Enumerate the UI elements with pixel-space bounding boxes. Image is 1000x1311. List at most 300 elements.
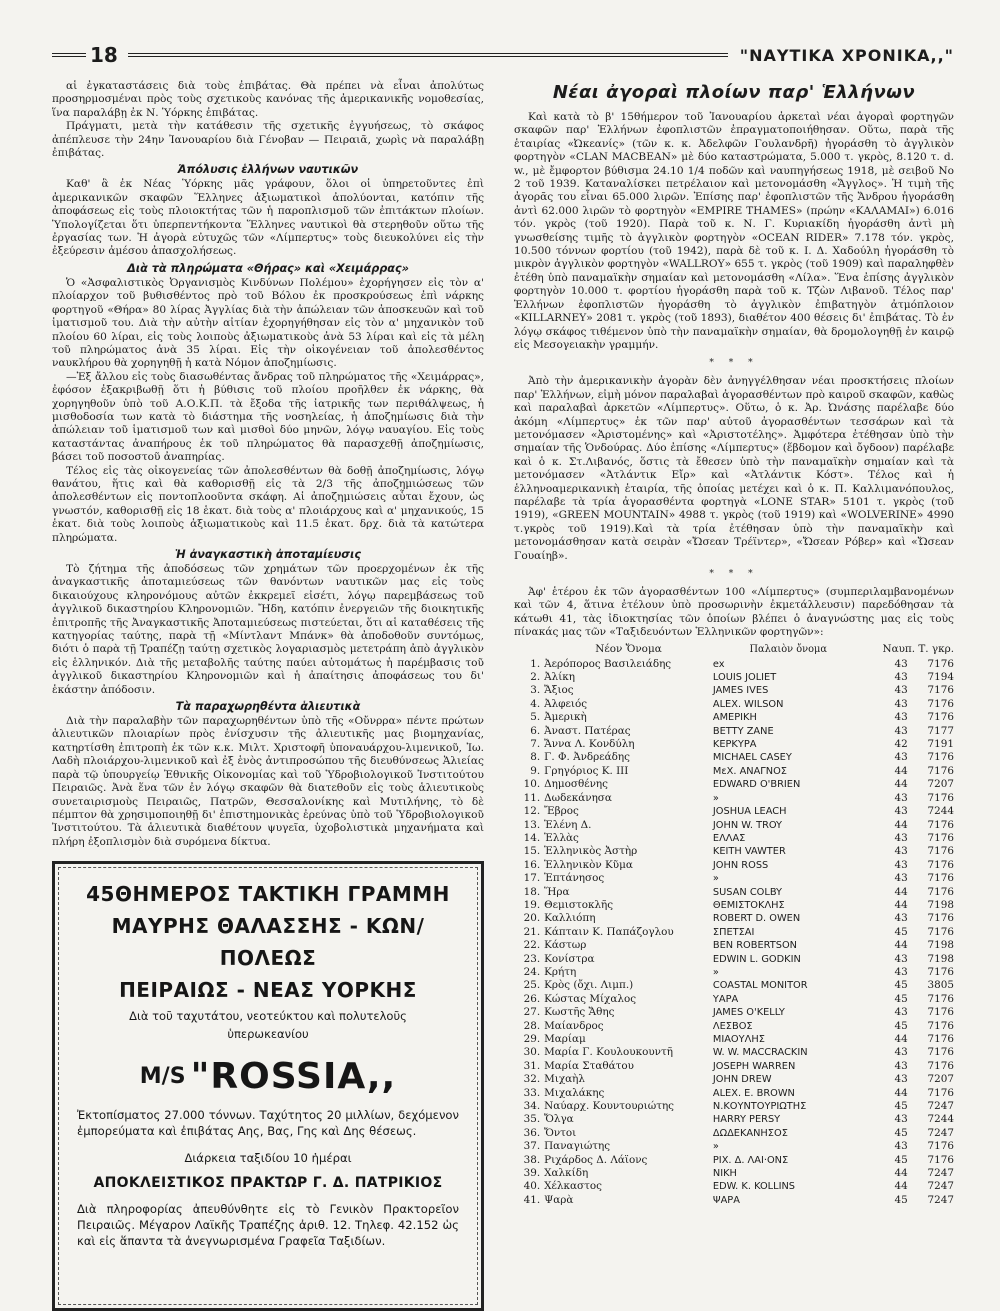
row-number-text: 41. — [523, 1193, 541, 1206]
new-name-text: Μαρία Σταθάτου — [544, 1059, 634, 1072]
gross-tons-text: 7176 — [927, 965, 954, 978]
old-name — [713, 1194, 864, 1207]
row-number — [514, 979, 544, 992]
new-name-text: Ἄννα Λ. Κονδύλη — [544, 738, 635, 751]
gross-tons-text: 7176 — [927, 1059, 954, 1072]
row-number-text: 32. — [523, 1073, 541, 1086]
old-name — [713, 845, 864, 858]
new-name-text: Ἑλένη Δ. — [544, 818, 592, 831]
gross-tons — [908, 1167, 954, 1180]
new-name-text: Κάπταιν Κ. Παπάζογλου — [544, 925, 674, 938]
row-number-text: 3. — [530, 684, 541, 697]
build-year — [864, 872, 908, 885]
build-year-text: 42 — [894, 738, 908, 751]
row-number — [514, 899, 544, 912]
build-year — [864, 1033, 908, 1046]
gross-tons-text: 7247 — [927, 1100, 954, 1113]
table-row — [514, 1100, 954, 1113]
new-name-text: Μιχαὴλ — [544, 1073, 585, 1086]
right-column — [514, 80, 954, 1311]
new-name-text: Γ. Φ. Ἀνδρεάδης — [544, 751, 630, 764]
row-number — [514, 1060, 544, 1073]
section-title-crews: Διὰ τὰ πληρώματα «Θήρας» καὶ «Χειμάρρας» — [127, 261, 409, 275]
gross-tons-text: 7176 — [927, 872, 954, 885]
row-number — [514, 711, 544, 724]
row-number-text: 31. — [523, 1059, 541, 1072]
table-row — [514, 832, 954, 845]
new-name — [544, 993, 713, 1006]
row-number-text: 15. — [523, 845, 541, 858]
gross-tons — [908, 658, 954, 671]
new-name — [544, 1167, 713, 1180]
row-number-text: 21. — [523, 925, 541, 938]
section-separator: * * * — [709, 358, 759, 369]
ad-line-ocean-liner: ὑπερωκεανίου — [227, 1027, 309, 1042]
row-number — [514, 1127, 544, 1140]
old-name — [713, 738, 864, 751]
old-name-text: JOSEPH WARREN — [712, 1060, 796, 1072]
row-number — [514, 993, 544, 1006]
build-year-text: 43 — [894, 657, 908, 670]
old-name-text: JAMES O'KELLY — [712, 1007, 785, 1019]
new-name — [544, 872, 713, 885]
old-name — [713, 751, 864, 764]
row-number-text: 18. — [523, 885, 541, 898]
old-name-text: ΕΛΛΑΣ — [712, 832, 746, 844]
row-number-text: 4. — [530, 697, 541, 710]
section-title-fishing: Τὰ παραχωρηθέντα ἁλιευτικὰ — [175, 700, 361, 714]
build-year — [864, 1167, 908, 1180]
new-name-text: Χέλκαστος — [544, 1180, 602, 1193]
build-year-text: 43 — [894, 952, 908, 965]
new-name — [544, 1073, 713, 1086]
old-name-text: ΜΙΑΟΥΛΗΣ — [712, 1034, 765, 1045]
build-year — [864, 778, 908, 791]
new-name — [544, 1006, 713, 1019]
row-number — [514, 1020, 544, 1033]
old-name-text: ΑΜΕΡΙΚΗ — [712, 712, 757, 724]
paragraph: Ὁ «Ἀσφαλιστικὸς Ὀργανισμὸς Κινδύνων Πολέμου» ἐχορήγησεν εἰς τὸν α' πλοίαρχον τοῦ βυθισθέντος πρὸ τοῦ Βόλου ἐκ προσκρούσεως ἐπὶ νάρκης φορτηγοῦ «Θήρα» 80 λίρας Ἀγγλίας διὰ τὴν ἀπώλειαν τῶν ἀποσκευῶν καὶ τοῦ ἱματισμοῦ του. Διὰ τὴν αὐτὴν αἰτίαν ἐχορηγήθησαν εἰς τὸν α' μηχανικὸν τοῦ πλοίου 60 λίραι, εἰς τοὺς λοιποὺς ἀξιωματικοὺς ἀνὰ 53 λίραι καὶ εἰς τὰ μέλη τοῦ πληρώματος ἀνὰ 35 λίραι. Εἰς τὴν οἰκογένειαν τοῦ ἀπολεσθέντος ναυκλήρου θὰ χορηγηθῇ ἡ κατὰ Νόμον ἀποζημίωσις. — [52, 276, 484, 370]
row-number-text: 37. — [523, 1140, 541, 1153]
ships-table — [514, 643, 954, 1208]
new-name — [544, 1020, 713, 1033]
build-year — [864, 819, 908, 832]
gross-tons-text: 7176 — [927, 1086, 954, 1099]
row-number-text: 1. — [530, 657, 541, 670]
gross-tons-text: 7176 — [927, 764, 954, 777]
gross-tons — [908, 926, 954, 939]
gross-tons — [908, 1154, 954, 1167]
row-number-text: 6. — [530, 724, 541, 737]
build-year — [864, 1073, 908, 1086]
row-number-text: 9. — [530, 764, 541, 777]
build-year — [864, 939, 908, 952]
new-name — [544, 684, 713, 697]
section-savings-text — [52, 563, 484, 697]
table-header-row — [514, 643, 954, 658]
gross-tons — [908, 1113, 954, 1126]
section-sailors-text — [52, 178, 484, 258]
build-year — [864, 1020, 908, 1033]
build-year — [864, 1100, 908, 1113]
build-year — [864, 899, 908, 912]
old-name — [713, 698, 864, 711]
old-name — [713, 966, 864, 979]
table-row — [514, 1060, 954, 1073]
new-name — [544, 1100, 713, 1113]
table-row — [514, 1087, 954, 1100]
build-year — [864, 671, 908, 684]
new-name-text: Ναύαρχ. Κουντουριώτης — [544, 1100, 674, 1113]
build-year — [864, 912, 908, 925]
gross-tons — [908, 671, 954, 684]
gross-tons — [908, 1060, 954, 1073]
old-name — [713, 1033, 864, 1046]
build-year-text: 43 — [894, 965, 908, 978]
old-name — [713, 1113, 864, 1126]
old-name-text: BEN ROBERTSON — [712, 940, 798, 952]
table-row — [514, 899, 954, 912]
table-row — [514, 926, 954, 939]
old-name-text: EDW. K. KOLLINS — [712, 1181, 796, 1193]
old-name — [713, 1006, 864, 1019]
build-year-text: 43 — [894, 1113, 908, 1126]
header-old-name: Παλαιὸν ὄνομα — [749, 644, 827, 656]
row-number — [514, 1167, 544, 1180]
build-year — [864, 698, 908, 711]
old-name — [713, 684, 864, 697]
ad-ship-prefix: M/S — [139, 1064, 186, 1090]
row-number-text: 39. — [523, 1167, 541, 1180]
row-number — [514, 1194, 544, 1207]
row-number — [514, 912, 544, 925]
gross-tons — [908, 979, 954, 992]
gross-tons — [908, 778, 954, 791]
row-number — [514, 725, 544, 738]
gross-tons — [908, 953, 954, 966]
gross-tons-text: 7247 — [927, 1167, 954, 1180]
build-year — [864, 751, 908, 764]
article-paragraph-1: Καὶ κατὰ τὸ β' 15θήμερον τοῦ Ἰανουαρίου ἀρκεταὶ νέαι ἀγοραὶ φορτηγῶν σκαφῶν παρ' Ἑλλήνων ἐφοπλιστῶν ἐπραγματοποιήθησαν. Οὕτω, παρὰ τῆς ἑταιρίας «Ὠκεανίς» (τῶν κ. κ. Ἀδελφῶν Γουλανδρῆ) ἠγοράσθη τὸ ἀγγλικὸν φορτηγὸν «CLAN MACBEAN» μὲ δύο καταστρώματα, 5.000 τ. γκρὸς, 8.120 τ. d. w., μὲ ἔμφορτον βύθισμα 24.10 1/4 ποδῶν καὶ ναυπηγήσεως 1918, μὲ σειβοῦ Νο 2 τοῦ 1939. Καταναλίσκει πετρέλαιον καὶ μετονομάσθη «Ἄγγλος». Ἡ τιμὴ τῆς ἀγορᾶς του εἶναι 65.000 λιρῶν. Ἐπίσης παρ' ἐφοπλιστῶν τῆς Ἄνδρου ἠγοράσθη ἀντὶ 62.000 λιρῶν τὸ φορτηγὸν «EMPIRE THAMES» (πρώην «ΚΑΛΑΜΑΙ») 6.016 τόν. γκρὸς (τοῦ 1920). Παρὰ τοῦ κ. Ν. Γ. Κυριακίδη ἠγοράσθη ἀντὶ μὴ γνωσθείσης τιμῆς τὸ ἀγγλικὸν φορτηγὸν «OCEAN RIDER» 7.178 τόν. γκρὸς, 10.500 τόννων φορτίου (τοῦ 1942), παρὰ δὲ τοῦ κ. Ι. Δ. Χαδούλη ἠγοράσθη τὸ μικρὸν ἀγγλικὸν φορτηγὸν «WALLROY» 655 τ. γκρὸς (τοῦ 1909) καὶ παραληφθὲν ἐτέθη ὑπὸ παναμαϊκὴν σημαίαν καὶ μετονομάσθη «Λίλα». Ἕνα ἐπίσης ἀγγλικὸν φορτηγὸν 10.000 τ. φορτίου ἠγοράσθη παρὰ τοῦ κ. Τζὼν Λιβανοῦ. Τέλος παρ' Ἑλλήνων ἐφοπλιστῶν ἠγοράσθη τὸ ἀγγλικὸν ἐπιβατηγὸν ἀτμόπλοιον «KILLARNEY» 2081 τ. γκρὸς (τοῦ 1893), διαθέτον 400 θέσεις δι' ἐπιβάτας. Τὸ ἐν λόγῳ σκάφος τιθέμενον ὑπὸ τὴν παναμαϊκὴν σημαίαν, θὰ δρομολογηθῇ ἐν καιρῷ εἰς Μεσογειακὴν γραμμήν. — [514, 111, 954, 351]
advertisement-box — [52, 861, 484, 1311]
old-name — [713, 819, 864, 832]
build-year-text: 43 — [894, 858, 908, 871]
gross-tons-text: 7176 — [927, 684, 954, 697]
ad-line-route: 45ΘΗΜΕΡΟΣ ΤΑΚΤΙΚΗ ΓΡΑΜΜΗ — [86, 882, 450, 907]
gross-tons-text: 7176 — [927, 711, 954, 724]
new-name — [544, 953, 713, 966]
old-name-text: ΣΠΕΤΣΑΙ — [712, 926, 755, 938]
gross-tons — [908, 751, 954, 764]
new-name-text: Γρηγόριος Κ. ΙΙΙ — [544, 764, 629, 777]
gross-tons-text: 7176 — [927, 1006, 954, 1019]
row-number-text: 2. — [530, 671, 541, 684]
gross-tons-text: 7176 — [927, 858, 954, 871]
table-row — [514, 711, 954, 724]
new-name-text: Κρὸς (ὄχι. Λιμπ.) — [544, 979, 634, 992]
new-name — [544, 1033, 713, 1046]
build-year-text: 43 — [894, 751, 908, 764]
gross-tons — [908, 1194, 954, 1207]
row-number — [514, 886, 544, 899]
table-row — [514, 979, 954, 992]
row-number-text: 13. — [523, 818, 541, 831]
row-number — [514, 1140, 544, 1153]
old-name-text: Ν.ΚΟΥΝΤΟΥΡΙΩΤΗΣ — [712, 1101, 807, 1113]
gross-tons-text: 7176 — [927, 791, 954, 804]
section-separator: * * * — [709, 569, 759, 579]
old-name — [713, 1180, 864, 1193]
old-name-text: ΘΕΜΙΣΤΟΚΛΗΣ — [712, 899, 785, 911]
build-year-text: 43 — [894, 711, 908, 724]
new-name — [544, 778, 713, 791]
gross-tons-text: 7176 — [927, 657, 954, 670]
new-name — [544, 698, 713, 711]
build-year-text: 43 — [894, 845, 908, 858]
row-number — [514, 953, 544, 966]
gross-tons — [908, 698, 954, 711]
old-name — [713, 792, 864, 805]
row-number — [514, 819, 544, 832]
new-name-text: Δωδεκάνησα — [544, 791, 612, 804]
new-name — [544, 1113, 713, 1126]
new-name-text: Μιχαλάκης — [544, 1086, 605, 1099]
new-name-text: Χαλκίδη — [544, 1167, 589, 1180]
row-number-text: 7. — [530, 738, 541, 751]
table-row — [514, 966, 954, 979]
row-number — [514, 1154, 544, 1167]
gross-tons — [908, 912, 954, 925]
build-year-text: 44 — [894, 1180, 908, 1193]
build-year-text: 45 — [894, 1153, 908, 1166]
build-year — [864, 859, 908, 872]
new-name — [544, 805, 713, 818]
old-name-text: ALEX. E. BROWN — [712, 1087, 795, 1099]
gross-tons-text: 7176 — [927, 912, 954, 925]
new-name — [544, 912, 713, 925]
build-year-text: 43 — [894, 697, 908, 710]
gross-tons — [908, 738, 954, 751]
table-row — [514, 738, 954, 751]
new-name-text: Κονίστρα — [544, 952, 595, 965]
old-name — [713, 1100, 864, 1113]
ad-ship-name — [77, 1056, 459, 1097]
table-row — [514, 1033, 954, 1046]
row-number — [514, 966, 544, 979]
new-name — [544, 711, 713, 724]
table-row — [514, 684, 954, 697]
section-crews-text — [52, 277, 484, 545]
row-number — [514, 658, 544, 671]
build-year-text: 44 — [894, 778, 908, 791]
build-year — [864, 1060, 908, 1073]
old-name — [713, 1020, 864, 1033]
build-year-text: 43 — [894, 1140, 908, 1153]
gross-tons — [908, 805, 954, 818]
old-name-text: EDWARD O'BRIEN — [712, 779, 801, 791]
new-name-text: Ἀναστ. Πατέρας — [544, 724, 631, 737]
row-number — [514, 939, 544, 952]
build-year — [864, 658, 908, 671]
build-year-text: 44 — [894, 1167, 908, 1180]
row-number — [514, 765, 544, 778]
gross-tons-text: 7247 — [927, 1193, 954, 1206]
build-year-text: 43 — [894, 1006, 908, 1019]
build-year-text: 43 — [894, 1059, 908, 1072]
row-number — [514, 738, 544, 751]
new-name-text: Ἑλλὰς — [544, 831, 579, 844]
gross-tons-text: 7176 — [927, 818, 954, 831]
build-year — [864, 1087, 908, 1100]
table-row — [514, 1127, 954, 1140]
gross-tons-text: 7176 — [927, 831, 954, 844]
row-number-text: 24. — [523, 965, 541, 978]
build-year — [864, 1113, 908, 1126]
row-number-text: 40. — [523, 1180, 541, 1193]
gross-tons — [908, 1127, 954, 1140]
table-row — [514, 1180, 954, 1193]
new-name — [544, 1180, 713, 1193]
row-number-text: 33. — [523, 1086, 541, 1099]
build-year-text: 45 — [894, 1100, 908, 1113]
build-year — [864, 1140, 908, 1153]
row-number — [514, 1046, 544, 1059]
table-row — [514, 912, 954, 925]
gross-tons — [908, 1006, 954, 1019]
build-year-text: 44 — [894, 764, 908, 777]
build-year — [864, 979, 908, 992]
build-year — [864, 765, 908, 778]
row-number — [514, 1006, 544, 1019]
old-name-text: ΥΑΡΑ — [712, 993, 739, 1005]
old-name — [713, 1154, 864, 1167]
old-name — [713, 993, 864, 1006]
page-number: 18 — [90, 43, 118, 67]
build-year — [864, 1180, 908, 1193]
table-row — [514, 872, 954, 885]
build-year-text: 43 — [894, 1046, 908, 1059]
row-number — [514, 684, 544, 697]
new-name — [544, 751, 713, 764]
row-number — [514, 1087, 544, 1100]
new-name-text: Παναγιώτης — [544, 1140, 611, 1153]
old-name-text: ΛΕΣΒΟΣ — [712, 1020, 753, 1032]
ad-line-destination: ΠΕΙΡΑΙΩΣ - ΝΕΑΣ ΥΟΡΚΗΣ — [119, 978, 417, 1003]
table-row — [514, 698, 954, 711]
new-name-text: Ἀλφειός — [544, 697, 588, 710]
build-year — [864, 792, 908, 805]
gross-tons-text: 7198 — [927, 898, 954, 911]
gross-tons-text: 7198 — [927, 952, 954, 965]
old-name-text: JOSHUA LEACH — [712, 806, 787, 818]
row-number-text: 20. — [523, 912, 541, 925]
build-year-text: 43 — [894, 831, 908, 844]
old-name-text: HARRY PERSY — [712, 1114, 781, 1126]
new-name — [544, 1060, 713, 1073]
build-year-text: 43 — [894, 791, 908, 804]
gross-tons-text: 7176 — [927, 751, 954, 764]
old-name-text: MICHAEL CASEY — [712, 752, 792, 764]
old-name-text: LOUIS JOLIET — [712, 672, 777, 684]
gross-tons — [908, 1087, 954, 1100]
old-name — [713, 1060, 864, 1073]
row-number-text: 27. — [523, 1006, 541, 1019]
build-year — [864, 993, 908, 1006]
table-row — [514, 792, 954, 805]
old-name-text: ΚΕΡΚΥΡΑ — [712, 739, 757, 751]
old-name — [713, 1140, 864, 1153]
new-name — [544, 1127, 713, 1140]
table-row — [514, 725, 954, 738]
new-name-text: Μαίανδρος — [544, 1019, 604, 1032]
old-name-text: ΡΙΧ. Δ. ΛΑΙ·ΟΝΣ — [712, 1154, 789, 1166]
build-year-text: 45 — [894, 1019, 908, 1032]
build-year — [864, 711, 908, 724]
row-number-text: 30. — [523, 1046, 541, 1059]
row-number — [514, 1073, 544, 1086]
ad-agent: ΑΠΟΚΛΕΙΣΤΙΚΟΣ ΠΡΑΚΤΩΡ Γ. Δ. ΠΑΤΡΙΚΙΟΣ — [93, 1175, 443, 1192]
table-row — [514, 953, 954, 966]
table-row — [514, 1073, 954, 1086]
new-name-text: Ἔβρος — [544, 805, 579, 818]
new-name — [544, 966, 713, 979]
new-name-text: Κρήτη — [544, 965, 577, 978]
table-row — [514, 993, 954, 1006]
ships-table-body — [514, 658, 954, 1208]
old-name-text: SUSAN COLBY — [712, 886, 783, 898]
new-name — [544, 1046, 713, 1059]
old-name-text: » — [712, 873, 719, 885]
build-year-text: 43 — [894, 671, 908, 684]
new-name — [544, 832, 713, 845]
row-number-text: 14. — [523, 831, 541, 844]
old-name — [713, 725, 864, 738]
old-name — [713, 1167, 864, 1180]
gross-tons — [908, 725, 954, 738]
row-number — [514, 859, 544, 872]
table-row — [514, 805, 954, 818]
paragraph: —Ἐξ ἄλλου εἰς τοὺς διασωθέντας ἄνδρας τοῦ πληρώματος τῆς «Χειμάρρας», ἐφόσον ἐξακριβωθῇ ὅτι ἡ βύθισις τοῦ πλοίου προῆλθεν ἐκ νάρκης, θὰ χορηγηθοῦν ὑπὸ τοῦ Α.Ο.Κ.Π. τὰ ἔξοδα τῆς ἰατρικῆς των περιθάλψεως, ἡ μισθοδοσία των κατὰ τὸ διάστημα τῆς νοσηλείας, ἡ ἀποζημίωσις διὰ τὴν ἀπώλειαν τοῦ ἱματισμοῦ των καὶ μισθοὶ δύο μηνῶν, λόγῳ ναυαγίου. Εἰς τοὺς καταστάντας ἀναπήρους ἐκ τοῦ πληρώματος θὰ παρασχεθῇ ἀποζημίωσις, βάσει τοῦ ποσοστοῦ ἀναπηρίας. — [52, 370, 484, 464]
build-year-text: 45 — [894, 992, 908, 1005]
build-year — [864, 1046, 908, 1059]
section-title-sailors: Ἀπόλυσις ἑλλήνων ναυτικῶν — [177, 163, 359, 177]
header-new-name: Νέον Ὄνομα — [595, 643, 662, 656]
old-name — [713, 872, 864, 885]
gross-tons-text: 7244 — [927, 1113, 954, 1126]
old-name-text: COASTAL MONITOR — [712, 980, 808, 992]
article-title: Νέαι ἀγοραὶ πλοίων παρ' Ἑλλήνων — [552, 82, 916, 103]
old-name-text: JOHN ROSS — [712, 859, 769, 871]
build-year — [864, 1154, 908, 1167]
header-build-tons: Ναυπ. Τ. γκρ. — [882, 643, 954, 656]
row-number — [514, 926, 544, 939]
old-name — [713, 1087, 864, 1100]
build-year-text: 45 — [894, 1193, 908, 1206]
gross-tons — [908, 1046, 954, 1059]
table-row — [514, 1140, 954, 1153]
new-name-text: Κάστωρ — [544, 939, 587, 952]
new-name-text: Ὄντοι — [544, 1126, 577, 1139]
row-number-text: 29. — [523, 1033, 541, 1045]
row-number — [514, 671, 544, 684]
gross-tons — [908, 819, 954, 832]
ad-line-description: Διὰ τοῦ ταχυτάτου, νεοτεύκτου καὶ πολυτελοῦς — [129, 1009, 407, 1024]
build-year-text: 45 — [894, 925, 908, 938]
old-name-text: EDWIN L. GODKIN — [712, 953, 801, 965]
new-name-text: Θεμιστοκλῆς — [544, 898, 614, 911]
gross-tons — [908, 765, 954, 778]
old-name-text: ex — [712, 658, 725, 670]
